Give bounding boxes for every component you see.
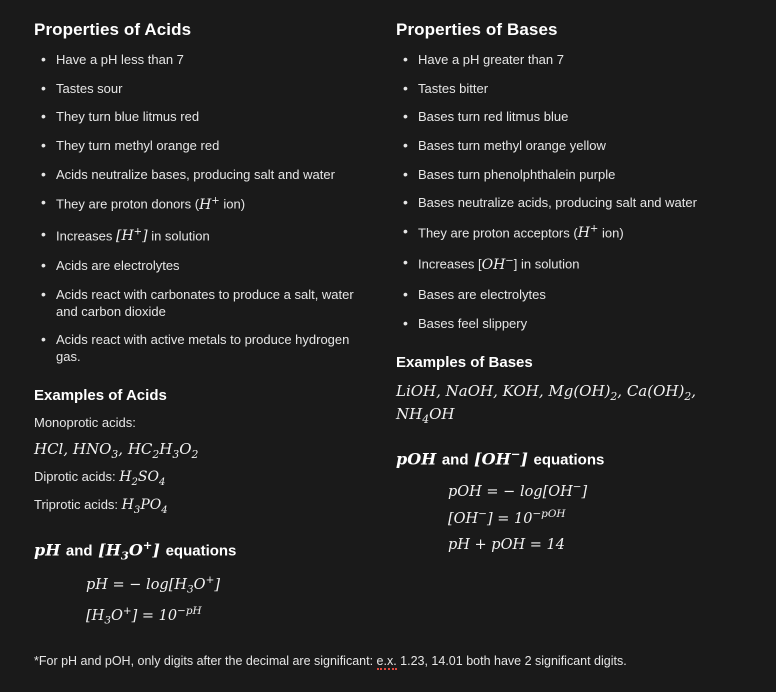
footnote-misspelled-word: e.x. [376,653,397,668]
poh-equation-2: $[OH^-] = 10^{-pOH}$ [448,508,566,528]
list-item: • Bases turn methyl orange yellow [396,138,728,155]
triprotic-line [34,496,366,517]
poh-equations-heading: pOH and [OH−] equations [396,447,605,469]
acids-properties-list [34,52,366,365]
ph-equations-heading: pH and $[H_3O^+]$ equations [34,537,237,563]
list-item: • Acids are electrolytes [34,258,366,275]
list-item: • Acids neutralize bases, producing salt and water [34,167,366,184]
list-item: • Bases turn phenolphthalein purple [396,167,728,184]
diprotic-label: Diprotic acids: [34,469,116,485]
monoprotic-formulas: HCl, $HNO_3$, $HC_2H_3O_2$ [34,439,199,461]
list-item: • Tastes bitter [396,81,728,98]
ph-equation-2: $[H_3O^+] = 10^{-pH}$ [86,604,202,627]
triprotic-formulas: $H_3PO_4$ [121,497,168,517]
diprotic-line [34,468,366,489]
two-column-layout [34,18,742,635]
bases-column [396,18,728,562]
bases-examples-title: Examples of Bases [396,354,533,372]
list-item: • They are proton donors (H+ ion) [34,195,366,215]
acids-section-title: Properties of Acids [34,20,192,39]
footnote-text-before: *For pH and pOH, only digits after the decimal are significant: [34,653,377,668]
ph-equation-1: pH = − $\log[H_3O^+]$ [86,574,220,597]
bases-properties-list [396,52,728,332]
poh-equation-block [396,481,728,555]
acids-examples-title: Examples of Acids [34,387,167,405]
list-item: • Acids react with active metals to produce hydrogen gas. [34,332,366,365]
bases-examples-formulas: LiOH, NaOH, KOH, $Mg(OH)_2$, $Ca(OH)_2$, $NH_4OH$ [396,382,696,427]
bases-section-title: Properties of Bases [396,20,558,39]
list-item: • They turn methyl orange red [34,138,366,155]
list-item: • Tastes sour [34,81,366,98]
acids-column [34,18,366,635]
footnote-text-after: 1.23, 14.01 both have 2 significant digits. [396,653,627,668]
list-item: • Acids react with carbonates to produce a salt, water and carbon dioxide [34,287,366,320]
footnote [34,652,746,670]
list-item: • Bases turn red litmus blue [396,109,728,126]
monoprotic-label: Monoprotic acids: [34,415,136,431]
list-item: • Bases feel slippery [396,316,728,333]
list-item: • Bases are electrolytes [396,287,728,304]
list-item: • They are proton acceptors (H+ ion) [396,224,728,244]
list-item: • Increases [H+] in solution [34,227,366,247]
poh-equation-1: pOH = − log[OH−] [448,480,588,500]
ph-equation-block [34,574,366,628]
list-item: • Increases [OH−] in solution [396,255,728,275]
list-item: • Bases neutralize acids, producing salt and water [396,195,728,212]
poh-equation-3: pH + pOH = 14 [448,537,565,554]
list-item: • Have a pH greater than 7 [396,52,728,69]
list-item: • They turn blue litmus red [34,109,366,126]
diprotic-formulas: $H_2SO_4$ [119,469,166,488]
triprotic-label: Triprotic acids: [34,497,119,513]
list-item: • Have a pH less than 7 [34,52,366,69]
